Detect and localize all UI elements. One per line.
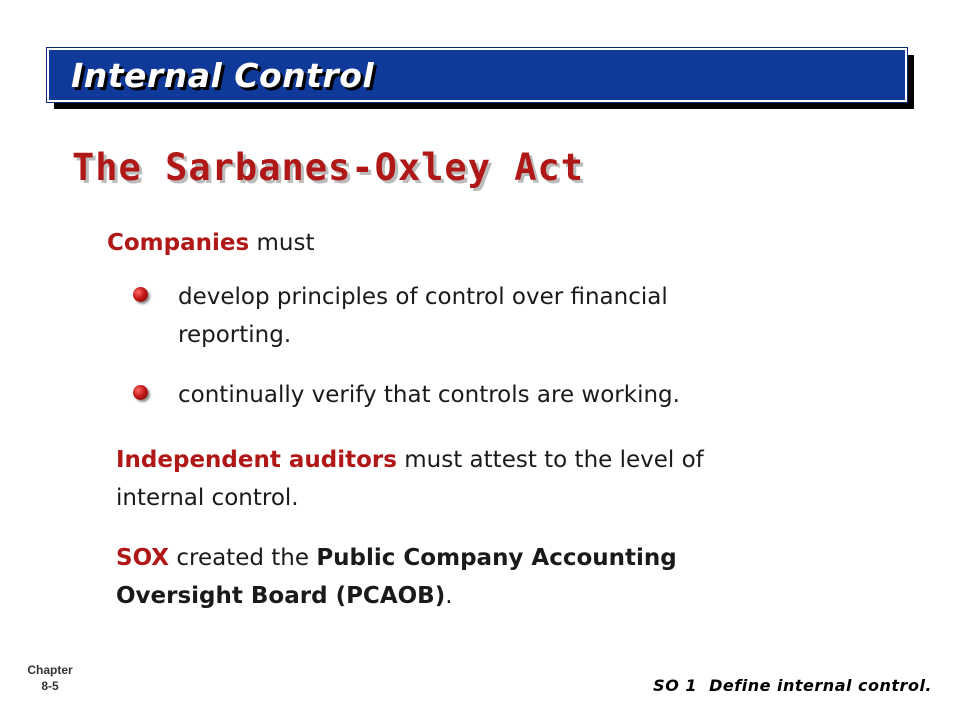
sox-line2 xyxy=(116,577,677,615)
auditors-line1 xyxy=(116,441,704,479)
bullet-item-2-line1: continually verify that controls are working. xyxy=(178,382,680,408)
companies-subject: Companies xyxy=(107,230,250,256)
sox-paragraph xyxy=(116,539,677,615)
sox-period: . xyxy=(445,583,453,609)
header-title: Internal Control xyxy=(71,56,375,95)
sox-subject: SOX xyxy=(116,545,170,571)
companies-verb: must xyxy=(249,230,315,256)
auditors-subject: Independent auditors xyxy=(116,447,397,473)
sox-line1 xyxy=(116,539,677,577)
auditors-line2: internal control. xyxy=(116,485,299,511)
chapter-label-text: Chapter xyxy=(27,663,73,677)
study-objective: SO 1 Define internal control. xyxy=(653,676,932,695)
sox-created: created the xyxy=(169,545,317,571)
header-banner xyxy=(47,48,907,102)
auditors-rest: must attest to the level of xyxy=(396,447,704,473)
bullet-item-1 xyxy=(178,278,668,354)
bullet-item-2 xyxy=(178,376,680,414)
slide-title: The Sarbanes-Oxley Act xyxy=(72,146,585,189)
chapter-number: 8-5 xyxy=(41,679,59,693)
bullet-item-1-line1: develop principles of control over financial xyxy=(178,284,668,310)
bullet-icon xyxy=(133,287,148,302)
sox-board-line1: Public Company Accounting xyxy=(316,545,677,571)
companies-line xyxy=(107,224,314,262)
auditors-paragraph xyxy=(116,441,704,517)
sox-board-line2: Oversight Board (PCAOB) xyxy=(116,583,446,609)
bullet-item-1-line2: reporting. xyxy=(178,322,292,348)
chapter-label xyxy=(20,662,80,694)
bullet-icon xyxy=(133,385,148,400)
